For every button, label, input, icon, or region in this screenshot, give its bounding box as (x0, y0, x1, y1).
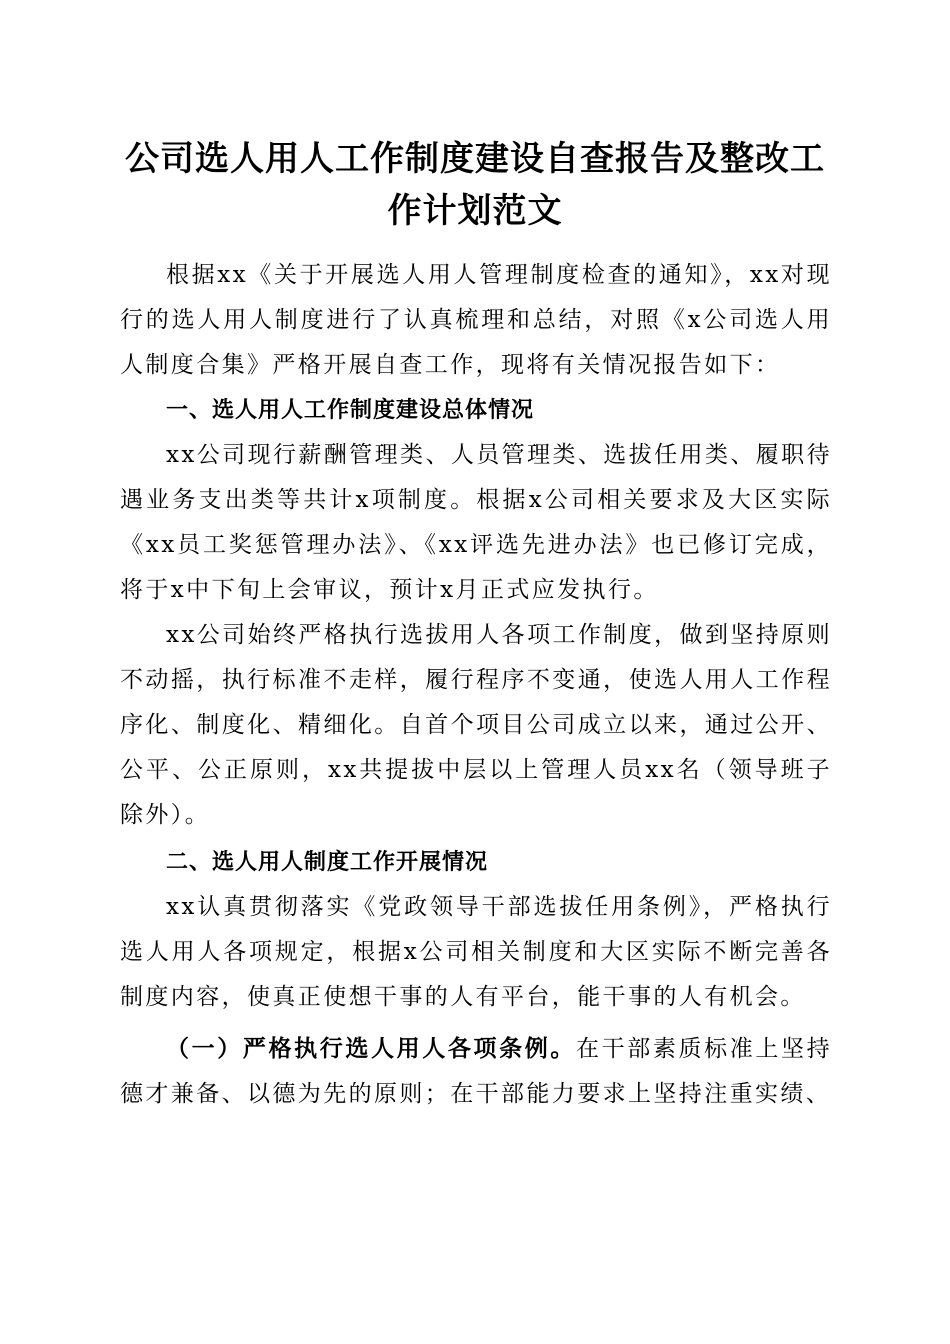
title-line-1: 公司选人用人工作制度建设自查报告及整改工 (125, 139, 825, 179)
document-body (120, 253, 832, 1117)
subsection-1-paragraph (120, 1026, 832, 1117)
title-line-2: 作计划范文 (387, 191, 563, 231)
intro-paragraph: 根据xx《关于开展选人用人管理制度检查的通知》，xx对现行的选人用人制度进行了认真梳理和总结，对照《x公司选人用人制度合集》严格开展自查工作，现将有关情况报告如下： (120, 262, 832, 378)
section-2-heading: 二、选人用人制度工作开展情况 (166, 850, 489, 875)
section-2-paragraph-1: xx认真贯彻落实《党政领导干部选拔任用条例》，严格执行选人用人各项规定，根据x公司相关制度和大区实际不断完善各制度内容，使真正使想干事的人有平台，能干事的人有机会。 (120, 894, 832, 1010)
section-1-paragraph-2: xx公司始终严格执行选拔用人各项工作制度，做到坚持原则不动摇，执行标准不走样，履行程序不变通，使选人用人工作程序化、制度化、精细化。自首个项目公司成立以来，通过公开、公平、公正原则，xx共提拔中层以上管理人员xx名（领导班子除外）。 (120, 622, 832, 828)
subsection-1-lead: （一）严格执行选人用人各项条例。 (166, 1035, 576, 1062)
section-1-heading: 一、选人用人工作制度建设总体情况 (166, 398, 535, 423)
subsection-1-text: 在干部素质标准上坚持德才兼备、以德为先的原则；在干部能力要求上坚持注重实绩、 (120, 1036, 832, 1107)
document-title (110, 133, 840, 237)
section-1-paragraph-1: xx公司现行薪酬管理类、人员管理类、选拔任用类、履职待遇业务支出类等共计x项制度。根据x公司相关要求及大区实际《xx员工奖惩管理办法》、《xx评选先进办法》也已修订完成，将于x中下旬上会审议，预计x月正式应发执行。 (120, 442, 832, 603)
